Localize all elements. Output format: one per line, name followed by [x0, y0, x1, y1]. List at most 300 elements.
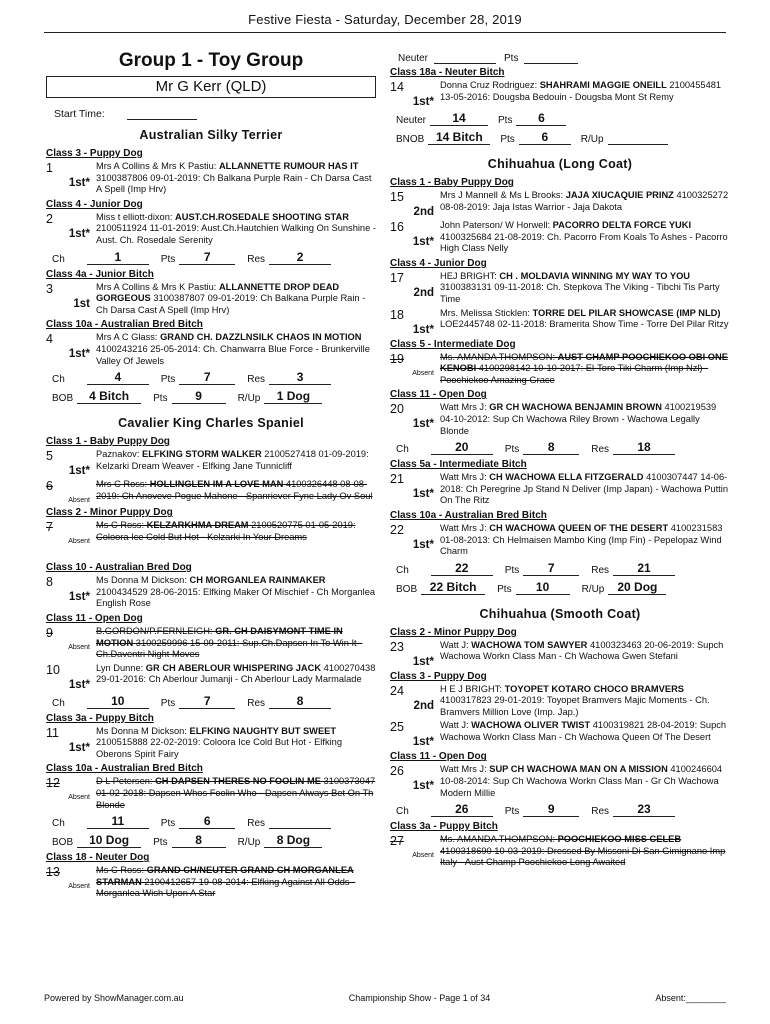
entry-details [96, 726, 376, 761]
entry-number-col [390, 308, 440, 336]
pts-blank [524, 63, 578, 64]
entry-details [440, 402, 730, 437]
rup-value: 1 Dog [264, 390, 322, 404]
exhibitor-name: Ms Donna M Dickson: [96, 725, 190, 736]
dog-name: PACORRO DELTA FORCE YUKI [552, 220, 692, 230]
pts-value: 10 [516, 581, 570, 595]
class-block [46, 269, 376, 317]
challenge-award-row [52, 370, 376, 385]
ch-value: 11 [87, 815, 149, 829]
exhibitor-name: Watt J: [440, 639, 472, 650]
dog-name: GR CH ABERLOUR WHISPERING JACK [145, 662, 322, 673]
page-footer [44, 993, 726, 1003]
exhibitor-name: Mrs C Ross: [96, 479, 150, 490]
dog-name: KELZARKHMA DREAM [146, 520, 249, 531]
bnob-row [396, 130, 730, 145]
entry-number-col [46, 626, 96, 661]
bnob-value: 14 Bitch [428, 131, 490, 145]
bob-label: BOB [52, 393, 74, 405]
header-rule [44, 32, 726, 33]
dog-name: TORRE DEL PILAR SHOWCASE (IMP NLD) [532, 307, 721, 318]
class-block [46, 562, 376, 610]
entry-row [390, 190, 730, 218]
placing: 2nd [413, 286, 434, 299]
entry-number: 6 [46, 479, 53, 494]
dog-name: GR. CH DAISYMONT TIME IN MOTION [96, 625, 343, 648]
dog-name: ELFKING NAUGHTY BUT SWEET [189, 725, 337, 736]
entry-row [390, 720, 730, 748]
registration-pedigree: 4100317823 29-01-2019: Toyopet Bramvers Majic Moments - Ch. Bramvers Million Love (Imp. Jap.) [440, 695, 710, 717]
placing: 1st* [68, 678, 90, 691]
entry-number: 4 [46, 332, 53, 347]
exhibitor-name: Watt J: [440, 720, 472, 731]
pts-value: 6 [179, 815, 235, 829]
entry-number: 19 [390, 351, 404, 366]
entry-number: 23 [390, 639, 404, 654]
res-label: Res [247, 253, 266, 265]
challenge-award-row [396, 802, 730, 817]
entry-row [390, 352, 730, 387]
ch-label: Ch [396, 806, 409, 818]
registration-pedigree: 4100323463 20-06-2019: Supch Wachowa Workn Class Man - Ch Wachowa Gwen Stefani [440, 639, 724, 662]
registration-pedigree: 4100318690 10-03-2019: Dressed By Missoni Di San Gimignano Imp Italy - Aust Champ Poochiekoo Long Awaited [440, 845, 726, 868]
entry-details [96, 282, 376, 317]
class-label: Class 11 - Open Dog [46, 612, 143, 624]
dog-name: GRAND CH. DAZZLNSILK CHAOS IN MOTION [160, 332, 362, 343]
entry-row [390, 834, 730, 869]
dog-name: AUST.CH.ROSEDALE SHOOTING STAR [175, 211, 349, 222]
class-label: Class 10a - Australian Bred Bitch [46, 763, 203, 775]
start-time-row [54, 102, 376, 120]
exhibitor-name: Mrs A Collins & Mrs K Pastiu: [96, 281, 219, 292]
breed-heading: Cavalier King Charles Spaniel [118, 416, 304, 431]
ch-value: 1 [87, 251, 149, 265]
dog-name: CH MORGANLEA RAINMAKER [189, 575, 326, 586]
registration-pedigree: 2100455481 13-05-2016: Dougsba Bedouin - Dougsba Mont St Remy [440, 80, 722, 102]
entry-number: 11 [46, 725, 59, 740]
entry-details [440, 764, 730, 799]
class-label: Class 10a - Australian Bred Bitch [390, 509, 547, 521]
placing: 1st* [412, 736, 434, 749]
class-block [46, 852, 376, 900]
dog-name: CH . MOLDAVIA WINNING MY WAY TO YOU [499, 270, 691, 281]
placing: 1st* [68, 227, 90, 240]
entry-row [46, 575, 376, 610]
dog-name: JAJA XIUCAQUIE PRINZ [565, 190, 674, 200]
neuter-award-row [396, 111, 730, 126]
entry-number: 3 [46, 281, 53, 296]
res-value: 23 [613, 803, 675, 817]
ch-value: 20 [431, 441, 493, 455]
entry-row [46, 726, 376, 761]
entry-details [440, 472, 730, 507]
pts-label: Pts [160, 374, 176, 386]
bob-label: BOB [396, 583, 418, 595]
exhibitor-name: Ms C Ross: [96, 865, 147, 876]
rup-value: 20 Dog [608, 581, 666, 595]
breed-heading: Australian Silky Terrier [139, 128, 283, 142]
registration-pedigree: 4100319821 28-04-2019: Supch Wachowa Workn Class Man - Ch Wachowa Queen Of The Desert [440, 720, 727, 743]
registration-pedigree: 2100515888 22-02-2019: Coloora Ice Cold But Hot - Elfking Oberons Spirit Fairy [96, 737, 343, 759]
entry-number-col [390, 402, 440, 437]
challenge-award-row [52, 814, 376, 829]
registration-pedigree: 3100387806 09-01-2019: Ch Balkana Purple Rain - Ch Darsa Cast A Spell (Imp Hrv) [96, 172, 372, 195]
dog-name: WACHOWA TOM SAWYER [471, 639, 588, 650]
exhibitor-name: Watt Mrs J: [440, 522, 490, 533]
entry-details [440, 190, 730, 218]
entry-row [390, 523, 730, 558]
res-label: Res [247, 818, 266, 830]
rup-label: R/Up [580, 134, 604, 145]
entry-row [390, 308, 730, 336]
best-of-breed-row [52, 389, 376, 404]
pts-label: Pts [498, 115, 513, 126]
class-block [46, 507, 376, 559]
class-block [390, 67, 730, 108]
ch-value: 4 [87, 371, 149, 385]
registration-pedigree: 4100246604 10-08-2014: Sup Ch Wachowa Workn Class Man - Gr Ch Wachowa Modern Millie [440, 764, 723, 798]
entry-number-col [390, 834, 440, 869]
entry-details [440, 684, 730, 719]
rup-label: R/Up [581, 583, 605, 595]
dog-name: ALLANNETTE RUMOUR HAS IT [218, 161, 359, 171]
challenge-award-row [52, 694, 376, 709]
pts-label: Pts [504, 444, 520, 456]
pts-label: Pts [160, 697, 176, 709]
entry-number-col [390, 220, 440, 255]
rup-label: R/Up [237, 393, 261, 405]
exhibitor-name: Mrs J Mannell & Ms L Brooks: [440, 190, 566, 200]
registration-pedigree: 2100520775 01-05-2019: Coloora Ice Cold But Hot - Kelzarki In Your Dreams [96, 520, 356, 542]
dog-name: POOCHIEKOO MISS CELEB [557, 834, 682, 845]
ch-value: 22 [431, 562, 493, 576]
class-block [390, 177, 730, 255]
placing: Absent [412, 369, 434, 377]
res-label: Res [591, 806, 610, 818]
entry-number: 25 [390, 720, 404, 735]
entry-row [390, 764, 730, 799]
breed-heading: Chihuahua (Long Coat) [487, 157, 633, 171]
class-label: Class 2 - Minor Puppy Dog [46, 507, 173, 519]
class-label: Class 10a - Australian Bred Bitch [46, 319, 203, 331]
neuter-label: Neuter [396, 115, 427, 126]
registration-pedigree: 3100373047 01-02-2018: Dapsen Whos Foolin Who - Dapsen Always Bet On Th Blonde [96, 776, 376, 810]
res-label: Res [591, 444, 610, 456]
bob-label: BOB [52, 837, 74, 849]
entry-row [46, 626, 376, 661]
registration-pedigree: 3100387807 09-01-2019: Ch Balkana Purple Rain - Ch Darsa Cast A Spell (Imp Hrv) [96, 293, 366, 315]
class-block [390, 627, 730, 668]
challenge-award-row [396, 440, 730, 455]
entry-number-col [46, 575, 96, 610]
entry-details [440, 308, 730, 336]
entry-number: 27 [390, 834, 404, 849]
entry-number: 7 [46, 520, 53, 535]
entry-row [390, 402, 730, 437]
right-column [390, 50, 730, 871]
placing: Absent [412, 852, 434, 860]
registration-pedigree: 4100270438 29-01-2016: Ch Aberlour Jumanji - Ch Aberlour Lady Marmalade [96, 662, 376, 685]
rup-value: 8 Dog [264, 834, 322, 848]
dog-name: GRAND CH/NEUTER GRAND CH MORGANLEA STARMAN [96, 865, 354, 887]
entry-details [96, 626, 376, 661]
registration-pedigree: 4100325684 21-08-2019: Ch. Pacorro From Koals To Ashes - Pacorro High Class Nelly [440, 231, 728, 254]
registration-pedigree: 4100219539 04-10-2012: Sup Ch Wachowa Riley Brown - Wachowa Legally Blonde [440, 402, 717, 436]
entry-number: 15 [390, 190, 404, 204]
entry-row [390, 640, 730, 668]
exhibitor-name: Ms C Ross: [96, 520, 147, 531]
class-label: Class 18a - Neuter Bitch [390, 67, 505, 78]
pts-label: Pts [504, 53, 519, 64]
entry-number: 14 [390, 80, 404, 94]
entry-row [46, 161, 376, 196]
class-block [46, 319, 376, 367]
entry-number: 1 [46, 161, 53, 175]
pts-label: Pts [160, 818, 176, 830]
res-label: Res [247, 697, 266, 709]
class-label: Class 5 - Intermediate Dog [390, 338, 516, 350]
placing: 1st* [412, 538, 434, 551]
ch-label: Ch [396, 444, 409, 456]
entry-number: 2 [46, 211, 53, 226]
res-value: 8 [269, 695, 331, 709]
challenge-award-row [52, 250, 376, 265]
ch-label: Ch [52, 374, 65, 386]
entry-details [440, 720, 730, 748]
exhibitor-name: D L Petersen: [96, 776, 156, 787]
entry-number: 16 [390, 220, 404, 234]
judge-name: Mr G Kerr (QLD) [46, 76, 376, 98]
class-label: Class 3 - Puppy Dog [46, 148, 143, 159]
dog-name: WACHOWA OLIVER TWIST [471, 720, 591, 731]
placing: Absent [68, 794, 90, 802]
entry-details [440, 271, 730, 306]
entry-details [96, 449, 376, 477]
exhibitor-name: Paznakov: [96, 449, 142, 460]
exhibitor-name: Miss t elliott-dixon: [96, 211, 176, 222]
pts-value: 8 [172, 834, 226, 848]
entry-number: 18 [390, 307, 404, 322]
exhibitor-name: Ms Donna M Dickson: [96, 575, 190, 586]
pts-label: Pts [500, 134, 515, 145]
class-label: Class 10 - Australian Bred Dog [46, 562, 192, 574]
exhibitor-name: B.GORDON/P.FERNLEIGH: [96, 625, 216, 636]
placing: 1st* [68, 741, 90, 754]
dog-name: GR CH WACHOWA BENJAMIN BROWN [489, 402, 662, 413]
dog-name: CH WACHOWA QUEEN OF THE DESERT [489, 522, 669, 533]
entry-number-col [390, 472, 440, 507]
entry-row [46, 479, 376, 504]
entry-number-col [390, 720, 440, 748]
placing: 1st [73, 297, 90, 310]
class-block [390, 459, 730, 507]
entry-details [96, 212, 376, 247]
entry-details [440, 352, 730, 387]
bob-value: 22 Bitch [421, 581, 485, 595]
entry-number: 12 [46, 776, 60, 791]
registration-pedigree: 4100243216 25-05-2014: Ch. Chanwarra Blue Force - Brunkerville Valley Of Jewels [96, 343, 370, 366]
ch-label: Ch [52, 697, 65, 709]
registration-pedigree: 2100511924 11-01-2019: Aust.Ch.Hautchien Walking On Sunshine - Aust. Ch. Rosedale Serenity [96, 223, 376, 245]
entry-number-col [46, 776, 96, 811]
ch-value: 26 [431, 803, 493, 817]
class-block [46, 199, 376, 247]
class-label: Class 3a - Puppy Bitch [390, 821, 498, 833]
class-label: Class 4 - Junior Dog [390, 257, 487, 269]
class-label: Class 1 - Baby Puppy Dog [46, 436, 170, 448]
entry-details [440, 220, 730, 255]
class-label: Class 2 - Minor Puppy Dog [390, 626, 517, 638]
entry-number: 9 [46, 625, 53, 640]
class-block [46, 713, 376, 761]
res-value [269, 828, 331, 829]
res-label: Res [591, 564, 610, 576]
exhibitor-name: Ms. AMANDA THOMPSON: [440, 351, 558, 362]
entry-details [440, 834, 730, 869]
placing: 1st* [412, 236, 434, 248]
class-block [390, 258, 730, 336]
placing: 1st* [412, 96, 434, 108]
placing: 1st* [68, 348, 90, 361]
entry-row [390, 220, 730, 255]
footer-absent-count: Absent:________ [655, 993, 726, 1003]
class-block [46, 763, 376, 811]
best-of-breed-row [396, 580, 730, 595]
footer-page-info: Championship Show - Page 1 of 34 [348, 993, 491, 1003]
entry-number-col [46, 332, 96, 367]
pts-value: 7 [179, 251, 235, 265]
placing: 2nd [413, 206, 434, 218]
placing: 1st* [412, 780, 434, 793]
dog-name: SHAHRAMI MAGGIE ONEILL [539, 80, 667, 90]
res-value: 18 [613, 441, 675, 455]
registration-pedigree: 4100231583 01-08-2013: Ch Helmaisen Mambo King (Imp Fin) - Pepelopaz Wind Charm [440, 522, 723, 557]
dog-name: CH DAPSEN THERES NO FOOLIN ME [155, 776, 321, 787]
res-value: 3 [269, 371, 331, 385]
entry-details [96, 479, 376, 504]
entry-details [96, 663, 376, 691]
pts-value: 8 [523, 441, 579, 455]
class-label: Class 3a - Puppy Bitch [46, 712, 154, 724]
entry-number-col [390, 190, 440, 218]
ch-label: Ch [52, 253, 65, 265]
exhibitor-name: Watt Mrs J: [440, 764, 490, 775]
placing: 1st* [68, 591, 90, 604]
neuter-blank [434, 63, 496, 64]
exhibitor-name: Mrs A Collins & Mrs K Pastiu: [96, 161, 219, 171]
entry-number-col [46, 520, 96, 545]
entry-row [46, 520, 376, 545]
entry-number-col [46, 726, 96, 761]
entry-number: 20 [390, 402, 404, 417]
entry-number: 24 [390, 683, 404, 698]
dog-name: AUST CHAMP POOCHIEKOO OBI ONE KENOBI [440, 351, 728, 374]
best-of-breed-row [52, 833, 376, 848]
class-label: Class 3 - Puppy Dog [390, 670, 487, 682]
pts-value: 7 [179, 695, 235, 709]
placing: 1st* [412, 655, 434, 668]
class-block [46, 613, 376, 691]
registration-pedigree: 4100298142 10-10-2017: El-Toro Tiki Charm (Imp Nzl) - Poochiekoo Amazing Grace [440, 363, 709, 385]
entry-row [46, 865, 376, 900]
pts-label: Pts [497, 583, 512, 595]
class-block [390, 510, 730, 558]
dog-name: ELFKING STORM WALKER [142, 449, 262, 460]
registration-pedigree: 4100325272 08-08-2019: Jaja Istas Warrior - Jaja Dakota [440, 190, 729, 212]
entry-row [46, 282, 376, 317]
exhibitor-name: Lyn Dunne: [96, 662, 146, 673]
group-title: Group 1 - Toy Group [118, 50, 304, 71]
ch-label: Ch [396, 564, 409, 576]
pts-value: 7 [179, 371, 235, 385]
pts-label: Pts [153, 837, 168, 849]
res-label: Res [247, 374, 266, 386]
dog-name: ALLANNETTE DROP DEAD GORGEOUS [96, 281, 340, 304]
placing: 1st* [68, 177, 90, 189]
entry-details [96, 575, 376, 610]
entry-number-col [390, 640, 440, 668]
exhibitor-name: Mrs A C Glass: [96, 332, 161, 343]
pts-label: Pts [153, 393, 168, 405]
class-block [390, 751, 730, 799]
dog-name: HOLLINGLEN IM A LOVE MAN [149, 479, 284, 490]
pts-value: 9 [523, 803, 579, 817]
entry-details [96, 865, 376, 900]
pts-label: Pts [160, 253, 176, 265]
registration-pedigree: 2100527418 01-09-2019: Kelzarki Dream Weaver - Elfking Jane Tunnicliff [96, 449, 369, 471]
placing: 1st* [68, 465, 90, 478]
entry-number-col [46, 449, 96, 477]
pts-value: 6 [516, 112, 566, 126]
entry-details [96, 776, 376, 811]
res-value: 21 [613, 562, 675, 576]
class-block [390, 339, 730, 387]
start-time-label: Start Time: [54, 108, 105, 120]
dog-name: CH WACHOWA ELLA FITZGERALD [489, 472, 644, 483]
entry-number: 8 [46, 575, 53, 590]
entry-number-col [46, 663, 96, 691]
exhibitor-name: Watt Mrs J: [440, 402, 490, 413]
neuter-value: 14 [430, 112, 488, 126]
rup-value [608, 144, 668, 145]
entry-details [440, 640, 730, 668]
entry-number: 13 [46, 865, 60, 880]
registration-pedigree: 4100326448 08-08-2019: Ch Anoveve Pogue Mahone - Spanriever Fyne Lady Ov Soul [96, 479, 373, 501]
registration-pedigree: 4100307447 14-06-2018: Ch Peregrine Jp Stand N Deliver (Imp Japan) - Wachowa Puttin On The Ritz [440, 472, 728, 506]
start-time-blank [127, 119, 197, 120]
entry-details [96, 332, 376, 367]
entry-number: 22 [390, 522, 404, 537]
entry-row [46, 776, 376, 811]
exhibitor-name: Donna Cruz Rodriguez: [440, 80, 540, 90]
entry-number-col [46, 282, 96, 317]
registration-pedigree: 3100259996 15-09-2011: Sup.Ch.Dapsen In To Win It - Ch.Daventri Night Moves [96, 637, 363, 660]
placing: Absent [68, 538, 90, 546]
class-block [390, 389, 730, 437]
entry-number-col [390, 523, 440, 558]
placing: 2nd [413, 699, 434, 712]
footer-powered-by: Powered by ShowManager.com.au [44, 993, 184, 1003]
entry-row [390, 80, 730, 108]
class-label: Class 11 - Open Dog [390, 751, 487, 763]
entry-row [46, 449, 376, 477]
entry-row [46, 212, 376, 247]
dog-name: SUP CH WACHOWA MAN ON A MISSION [489, 764, 668, 775]
placing: Absent [68, 497, 90, 505]
exhibitor-name: Watt Mrs J: [440, 472, 490, 483]
exhibitor-name: Ms. AMANDA THOMPSON: [440, 834, 558, 845]
entry-number-col [46, 161, 96, 196]
